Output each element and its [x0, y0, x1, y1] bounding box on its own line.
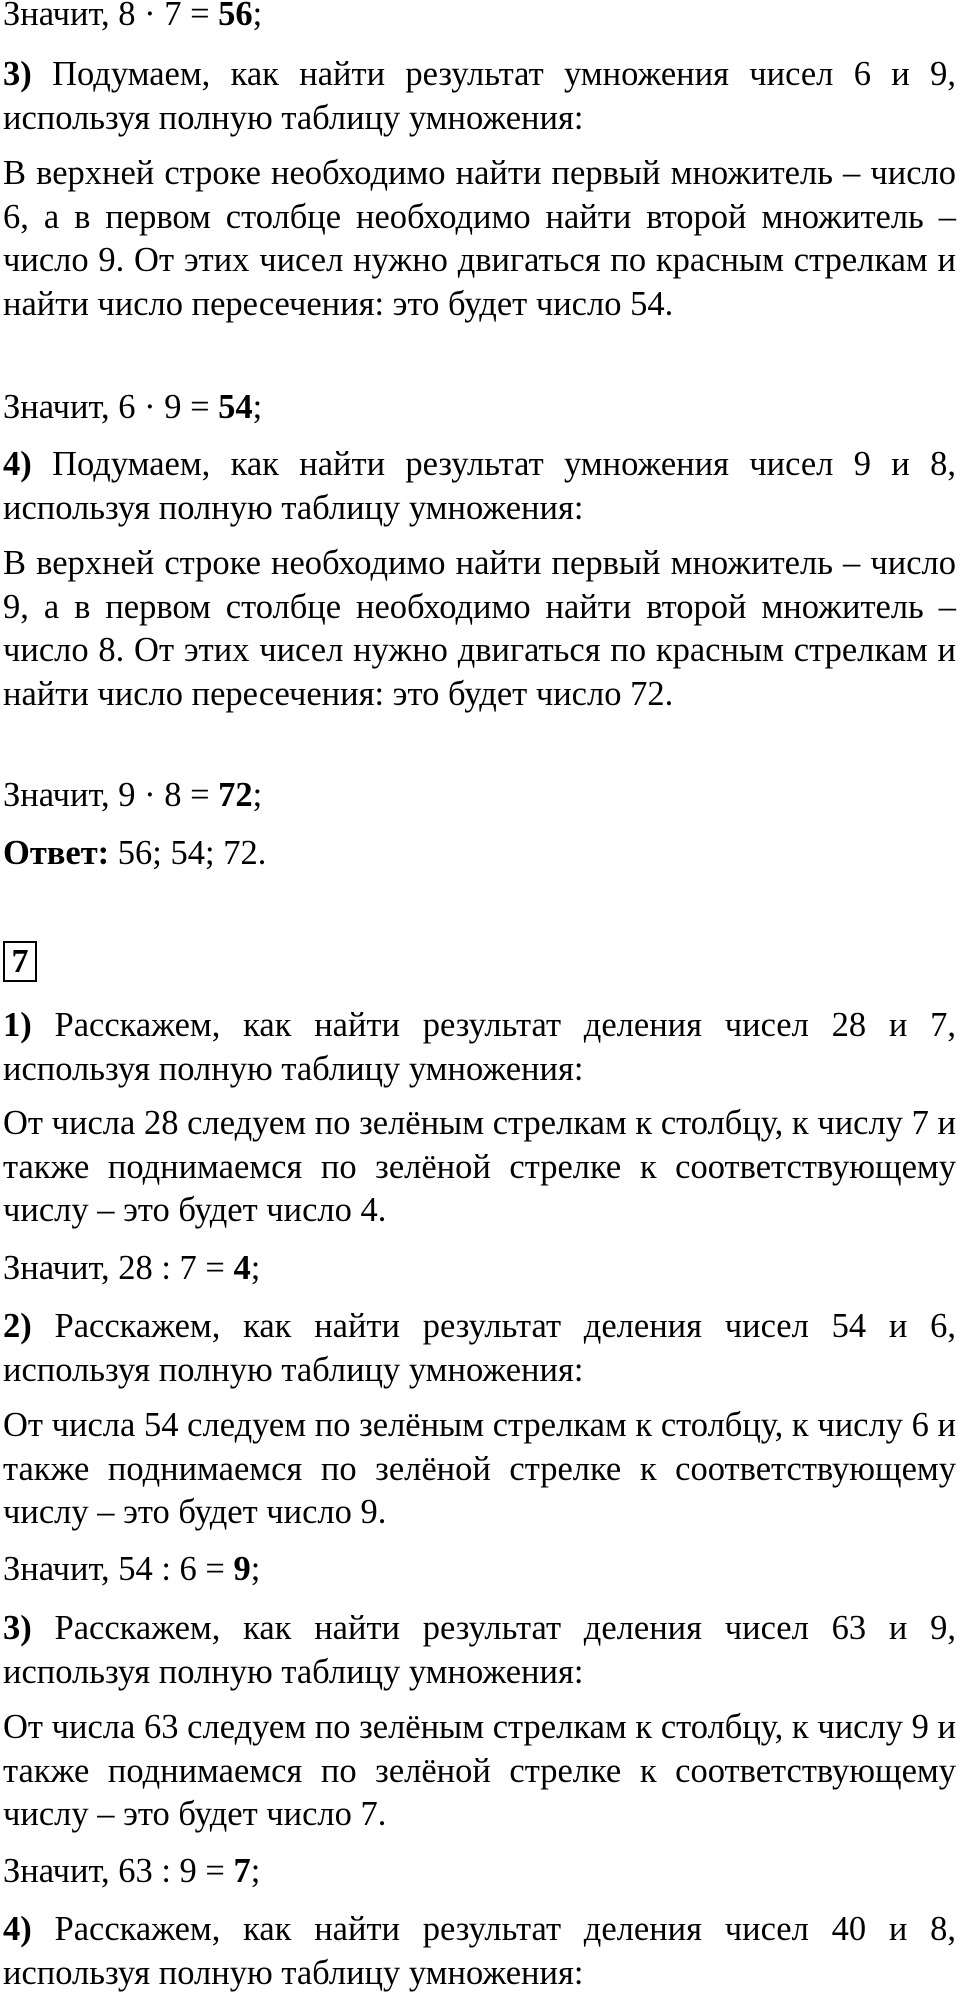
conclusion-result: 56: [218, 0, 253, 33]
task7-step-1-explanation: От числа 28 следуем по зелёным стрелкам к столбцу, к числу 7 и также поднимаемся по зелёной стрелке к соответствующему числу – это будет число 4.: [3, 1104, 956, 1229]
step-question-text: Расскажем, как найти результат деления чисел 63 и 9, используя полную таблицу умножения:: [3, 1609, 956, 1691]
conclusion-text: Значит, 6 · 9 =: [3, 388, 219, 426]
answer-label: Ответ:: [3, 834, 110, 872]
conclusion-text: Значит, 63 : 9 =: [3, 1852, 234, 1890]
conclusion-suffix: ;: [252, 388, 263, 426]
conclusion-suffix: ;: [250, 1249, 261, 1287]
step-4-question: [3, 443, 956, 530]
step-question-text: Подумаем, как найти результат умножения чисел 6 и 9, используя полную таблицу умножения:: [3, 55, 956, 137]
conclusion-text: Значит, 54 : 6 =: [3, 1550, 234, 1588]
conclusion-63div9: [3, 1850, 956, 1894]
answer-value: 56; 54; 72.: [109, 834, 267, 872]
task7-step-2-explanation: От числа 54 следуем по зелёным стрелкам к столбцу, к числу 6 и также поднимаемся по зелёной стрелке к соответствующему числу – это будет число 9.: [3, 1406, 956, 1531]
step-number: 3): [3, 55, 32, 93]
conclusion-text: Значит, 9 · 8 =: [3, 776, 219, 814]
conclusion-suffix: ;: [252, 776, 263, 814]
step-4-explanation: В верхней строке необходимо найти первый множитель – число 9, а в первом столбце необходимо найти второй множитель – число 8. От этих чисел нужно двигаться по красным стрелкам и найти число пересечения: это будет число 72.: [3, 544, 956, 713]
task7-step-1-question: [3, 1004, 956, 1091]
conclusion-54div6: [3, 1548, 956, 1592]
conclusion-result: 9: [233, 1550, 251, 1588]
conclusion-8x7: [3, 0, 956, 37]
conclusion-6x9: [3, 386, 956, 430]
conclusion-result: 72: [218, 776, 253, 814]
conclusion-result: 4: [233, 1249, 251, 1287]
answer-line: [3, 832, 956, 876]
conclusion-result: 7: [233, 1852, 251, 1890]
conclusion-text: Значит, 8 · 7 =: [3, 0, 219, 33]
step-number: 4): [3, 445, 32, 483]
task-number-badge: 7: [3, 941, 37, 982]
step-number: 2): [3, 1307, 32, 1345]
step-3-question: [3, 53, 956, 140]
step-question-text: Расскажем, как найти результат деления чисел 54 и 6, используя полную таблицу умножения:: [3, 1307, 956, 1389]
step-question-text: Расскажем, как найти результат деления чисел 28 и 7, используя полную таблицу умножения:: [3, 1006, 956, 1088]
conclusion-suffix: ;: [252, 0, 263, 33]
conclusion-result: 54: [218, 388, 253, 426]
conclusion-suffix: ;: [250, 1550, 261, 1588]
step-question-text: Расскажем, как найти результат деления чисел 40 и 8, используя полную таблицу умножения:: [3, 1910, 956, 1992]
conclusion-text: Значит, 28 : 7 =: [3, 1249, 234, 1287]
task7-step-3-question: [3, 1607, 956, 1694]
step-number: 4): [3, 1910, 32, 1948]
step-3-explanation: В верхней строке необходимо найти первый множитель – число 6, а в первом столбце необходимо найти второй множитель – число 9. От этих чисел нужно двигаться по красным стрелкам и найти число пересечения: это будет число 54.: [3, 154, 956, 323]
step-question-text: Подумаем, как найти результат умножения чисел 9 и 8, используя полную таблицу умножения:: [3, 445, 956, 527]
step-number: 1): [3, 1006, 32, 1044]
task7-step-3-explanation: От числа 63 следуем по зелёным стрелкам к столбцу, к числу 9 и также поднимаемся по зелёной стрелке к соответствующему числу – это будет число 7.: [3, 1708, 956, 1833]
step-number: 3): [3, 1609, 32, 1647]
task7-step-2-question: [3, 1305, 956, 1392]
conclusion-28div7: [3, 1247, 956, 1291]
conclusion-9x8: [3, 774, 956, 818]
conclusion-suffix: ;: [250, 1852, 261, 1890]
task7-step-4-question: [3, 1908, 956, 1995]
